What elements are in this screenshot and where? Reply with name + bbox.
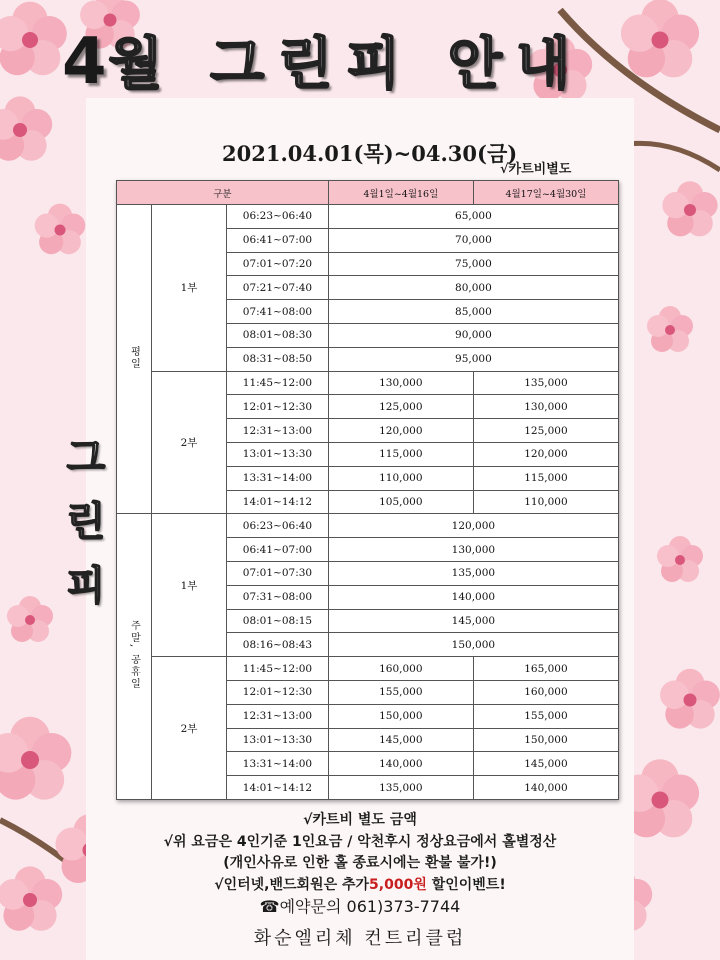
part-label: 1부	[151, 205, 226, 372]
fee-value: 130,000	[328, 538, 618, 562]
title-month: 4	[62, 25, 109, 99]
note-refund: (개인사유로 인한 홀 종료시에는 환불 불가!)	[223, 855, 497, 871]
tee-time: 06:23~06:40	[227, 205, 329, 229]
fee-period-2: 165,000	[473, 657, 618, 681]
note-event-a: √인터넷,밴드회원은 추가	[214, 876, 370, 893]
note-event-c: 할인이벤트!	[426, 876, 506, 893]
fee-period-1: 115,000	[328, 442, 473, 466]
fee-value: 120,000	[328, 514, 618, 538]
fee-period-1: 110,000	[328, 466, 473, 490]
fee-value: 80,000	[328, 276, 618, 300]
fee-period-2: 160,000	[473, 680, 618, 704]
fee-period-1: 135,000	[328, 776, 473, 800]
fee-period-2: 115,000	[473, 466, 618, 490]
fee-value: 65,000	[328, 205, 618, 229]
header-period-1: 4월1일~4월16일	[328, 181, 473, 205]
fee-value: 145,000	[328, 609, 618, 633]
fee-period-2: 150,000	[473, 728, 618, 752]
cart-fee-note: √카트비별도	[500, 162, 572, 177]
fee-period-1: 155,000	[328, 680, 473, 704]
tee-time: 13:31~14:00	[227, 752, 329, 776]
fee-period-1: 160,000	[328, 657, 473, 681]
table-body	[117, 205, 619, 800]
tee-time: 13:01~13:30	[227, 442, 329, 466]
fee-value: 75,000	[328, 252, 618, 276]
fee-period-1: 120,000	[328, 419, 473, 443]
fee-period-2: 145,000	[473, 752, 618, 776]
tee-time: 12:31~13:00	[227, 419, 329, 443]
header-period-2: 4월17일~4월30일	[473, 181, 618, 205]
table-row	[117, 205, 619, 229]
fee-period-1: 125,000	[328, 395, 473, 419]
tee-time: 07:41~08:00	[227, 300, 329, 324]
weekday-cell	[117, 205, 152, 514]
table-row	[117, 657, 619, 681]
fee-period-2: 120,000	[473, 442, 618, 466]
fee-value: 70,000	[328, 228, 618, 252]
fee-period-1: 150,000	[328, 704, 473, 728]
side-char: 그	[66, 435, 106, 481]
fee-period-2: 110,000	[473, 490, 618, 514]
page-title	[62, 20, 584, 100]
note-event-amount: 5,000원	[369, 876, 427, 893]
day-type-label: 주말, 공휴일	[128, 619, 140, 691]
side-char: 린	[66, 499, 106, 545]
tee-time: 11:45~12:00	[227, 371, 329, 395]
tee-time: 13:31~14:00	[227, 466, 329, 490]
fee-value: 95,000	[328, 347, 618, 371]
note-event	[0, 875, 720, 897]
note-cart: √카트비 별도 금액	[303, 812, 417, 828]
tee-time: 12:01~12:30	[227, 395, 329, 419]
table-header-row	[117, 181, 619, 205]
tee-time: 07:01~07:20	[227, 252, 329, 276]
header-category: 구분	[117, 181, 329, 205]
fee-value: 150,000	[328, 633, 618, 657]
weekend-cell	[117, 514, 152, 800]
tee-time: 08:01~08:30	[227, 323, 329, 347]
fee-period-1: 140,000	[328, 752, 473, 776]
green-fee-table	[116, 180, 619, 800]
fee-period-2: 155,000	[473, 704, 618, 728]
tee-time: 14:01~14:12	[227, 776, 329, 800]
tee-time: 06:23~06:40	[227, 514, 329, 538]
tee-time: 08:31~08:50	[227, 347, 329, 371]
part-label: 2부	[151, 657, 226, 800]
day-type-label: 평일	[128, 345, 140, 370]
tee-time: 08:16~08:43	[227, 633, 329, 657]
fee-period-1: 105,000	[328, 490, 473, 514]
club-name: 화순엘리체 컨트리클럽	[253, 928, 467, 949]
period-label: 2021.04.01(목)~04.30(금)	[222, 141, 518, 166]
fee-value: 135,000	[328, 561, 618, 585]
fee-value: 85,000	[328, 300, 618, 324]
tee-time: 06:41~07:00	[227, 228, 329, 252]
fee-period-2: 130,000	[473, 395, 618, 419]
tee-time: 07:31~08:00	[227, 585, 329, 609]
note-fee-basis: √위 요금은 4인기준 1인요금 / 악천후시 정상요금에서 홀별정산	[163, 833, 557, 850]
tee-time: 11:45~12:00	[227, 657, 329, 681]
tee-time: 13:01~13:30	[227, 728, 329, 752]
tee-time: 08:01~08:15	[227, 609, 329, 633]
fee-period-1: 145,000	[328, 728, 473, 752]
reservation-phone: ☎예약문의 061)373-7744	[259, 897, 461, 916]
tee-time: 06:41~07:00	[227, 538, 329, 562]
tee-time: 12:31~13:00	[227, 704, 329, 728]
notes-block	[0, 810, 720, 918]
fee-period-2: 135,000	[473, 371, 618, 395]
tee-time: 07:01~07:30	[227, 561, 329, 585]
tee-time: 07:21~07:40	[227, 276, 329, 300]
table-row	[117, 371, 619, 395]
fee-period-2: 125,000	[473, 419, 618, 443]
table-row	[117, 514, 619, 538]
part-label: 2부	[151, 371, 226, 514]
tee-time: 12:01~12:30	[227, 680, 329, 704]
fee-period-1: 130,000	[328, 371, 473, 395]
title-text: 월 그린피 안내	[108, 32, 585, 97]
tee-time: 14:01~14:12	[227, 490, 329, 514]
part-label: 1부	[151, 514, 226, 657]
fee-period-2: 140,000	[473, 776, 618, 800]
side-char: 피	[66, 563, 106, 609]
side-label	[56, 426, 116, 618]
fee-value: 140,000	[328, 585, 618, 609]
fee-value: 90,000	[328, 323, 618, 347]
